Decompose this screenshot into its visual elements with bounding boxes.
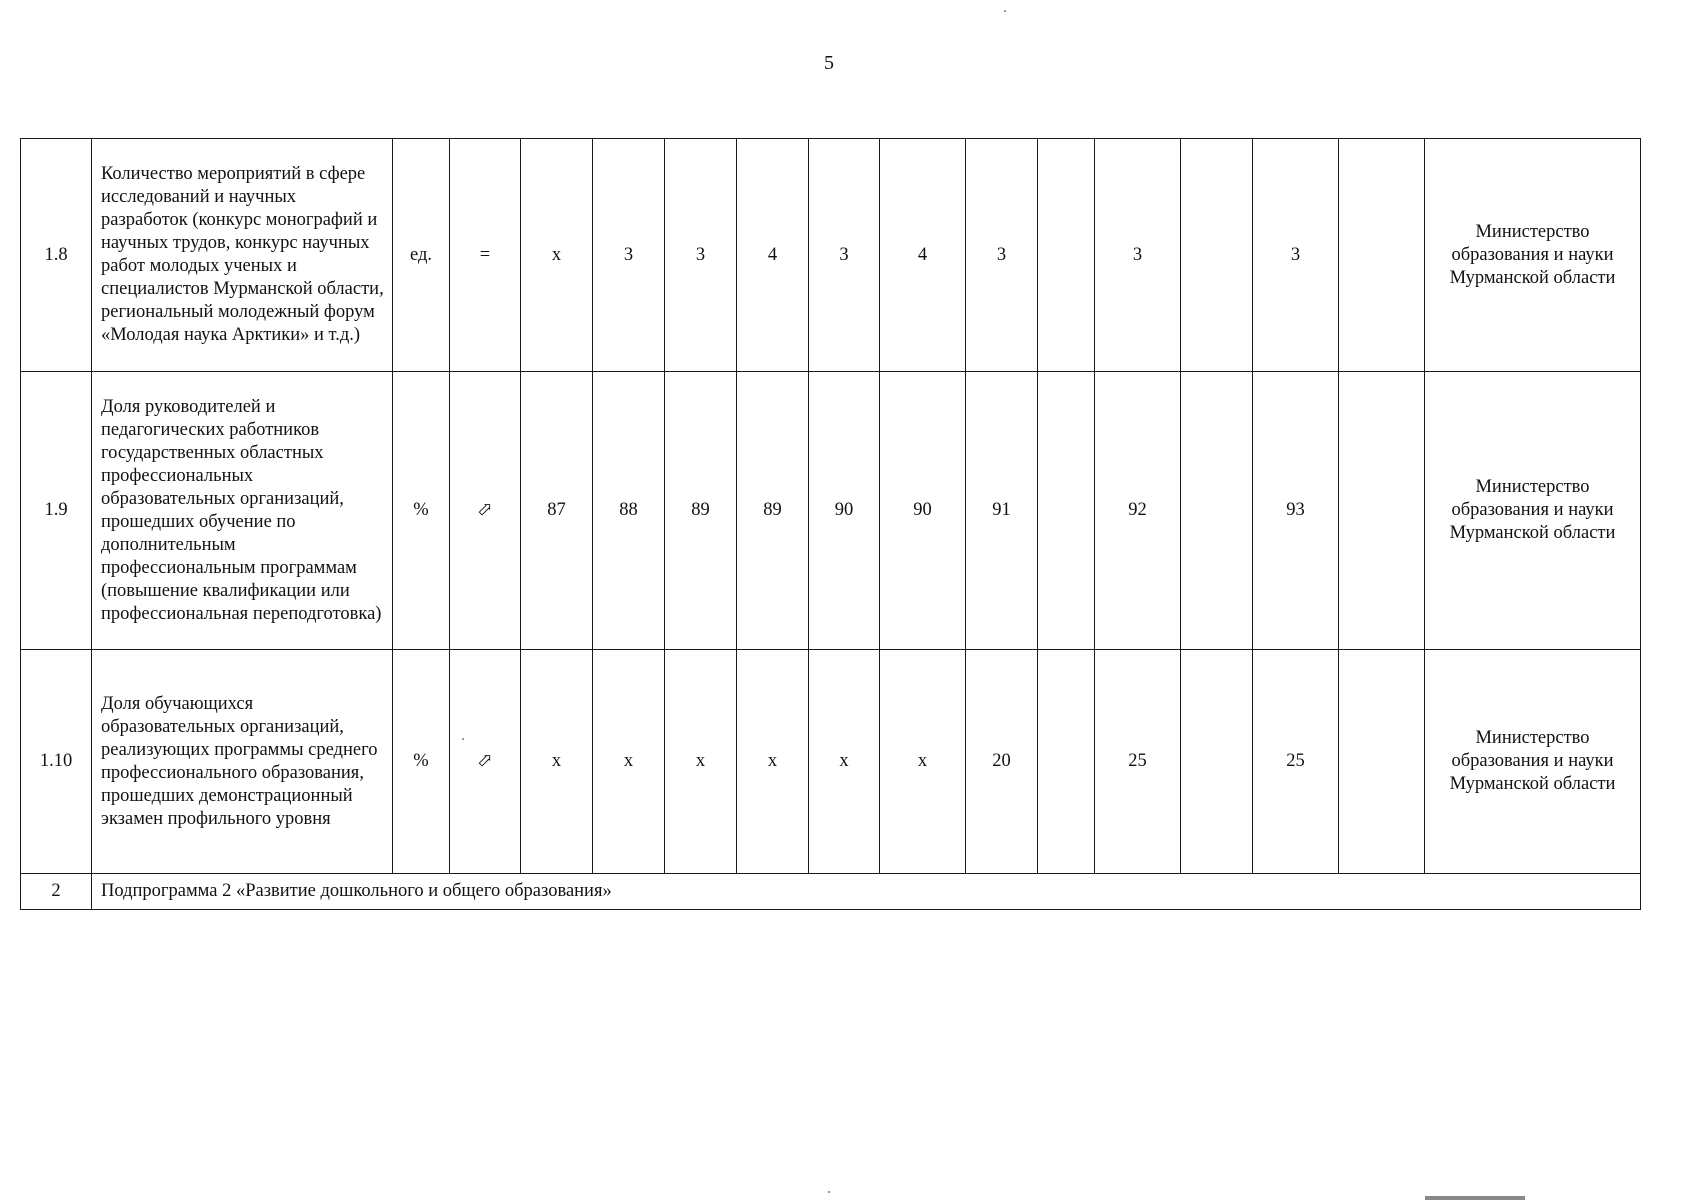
value-cell: х [809, 650, 880, 874]
page-number: 5 [824, 52, 834, 74]
table-row [21, 372, 1641, 650]
scan-edge-mark [1425, 1196, 1525, 1200]
value-cell: 89 [737, 372, 809, 650]
indicator-description: Доля руководителей и педагогических работников государственных областных профессиональных образовательных организаций, прошедших обучение по дополнительным профессиональным программам (повышение квалификации или профессиональная переподготовка) [92, 372, 393, 650]
responsible-executor: Министерство образования и науки Мурманской области [1425, 372, 1641, 650]
value-cell [1339, 139, 1425, 372]
value-cell [1038, 650, 1095, 874]
value-cell: 25 [1095, 650, 1181, 874]
value-cell: 91 [966, 372, 1038, 650]
scan-speck [462, 738, 464, 740]
row-number: 1.10 [21, 650, 92, 874]
value-cell [1339, 650, 1425, 874]
indicator-description: Доля обучающихся образовательных организаций, реализующих программы среднего профессионального образования, прошедших демонстрационный экзамен профильного уровня [92, 650, 393, 874]
unit-cell: % [393, 650, 450, 874]
indicators-table [20, 138, 1641, 910]
value-cell: 25 [1253, 650, 1339, 874]
trend-cell: = [450, 139, 521, 372]
indicator-description: Количество мероприятий в сфере исследований и научных разработок (конкурс монографий и научных трудов, конкурс научных работ молодых ученых и специалистов Мурманской области, региональный молодежный форум «Молодая наука Арктики» и т.д.) [92, 139, 393, 372]
value-cell [1181, 139, 1253, 372]
value-cell: х [521, 650, 593, 874]
value-cell [1339, 372, 1425, 650]
table-row [21, 650, 1641, 874]
subprogram-row [21, 874, 1641, 910]
value-cell: х [665, 650, 737, 874]
value-cell [1181, 372, 1253, 650]
scan-speck [1004, 10, 1006, 12]
subprogram-number: 2 [21, 874, 92, 910]
value-cell: х [521, 139, 593, 372]
value-cell: 3 [1095, 139, 1181, 372]
value-cell: 3 [593, 139, 665, 372]
unit-cell: % [393, 372, 450, 650]
value-cell: 93 [1253, 372, 1339, 650]
responsible-executor: Министерство образования и науки Мурманской области [1425, 650, 1641, 874]
value-cell: 87 [521, 372, 593, 650]
value-cell: 90 [880, 372, 966, 650]
value-cell: 90 [809, 372, 880, 650]
value-cell: 3 [809, 139, 880, 372]
unit-cell: ед. [393, 139, 450, 372]
value-cell: 89 [665, 372, 737, 650]
value-cell: х [593, 650, 665, 874]
value-cell: х [880, 650, 966, 874]
value-cell [1181, 650, 1253, 874]
scan-speck [828, 1191, 830, 1193]
subprogram-title: Подпрограмма 2 «Развитие дошкольного и общего образования» [92, 874, 1641, 910]
trend-cell: ⬀ [450, 650, 521, 874]
row-number: 1.8 [21, 139, 92, 372]
value-cell: 20 [966, 650, 1038, 874]
value-cell: 3 [966, 139, 1038, 372]
value-cell: 4 [737, 139, 809, 372]
value-cell: х [737, 650, 809, 874]
table-row [21, 139, 1641, 372]
value-cell: 92 [1095, 372, 1181, 650]
value-cell: 3 [665, 139, 737, 372]
value-cell: 3 [1253, 139, 1339, 372]
trend-cell: ⬀ [450, 372, 521, 650]
value-cell: 4 [880, 139, 966, 372]
value-cell [1038, 139, 1095, 372]
value-cell: 88 [593, 372, 665, 650]
value-cell [1038, 372, 1095, 650]
responsible-executor: Министерство образования и науки Мурманской области [1425, 139, 1641, 372]
row-number: 1.9 [21, 372, 92, 650]
